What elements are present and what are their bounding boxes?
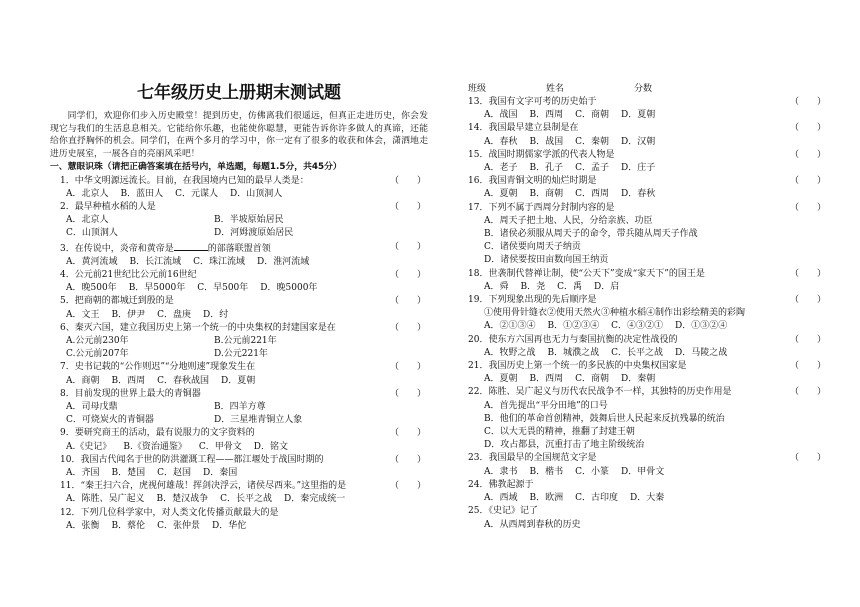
question-20: 20．使东方六国再也无力与秦国抗衡的决定性战役的 （ ） (468, 334, 827, 345)
question-11: 11．“秦王扫六合，虎视何雄哉！挥剑决浮云，诸侯尽西来。”这里指的是 （ ） (60, 481, 427, 492)
question-19: 19．下列现象出现的先后顺序是 （ ） (468, 295, 827, 306)
student-info-row (468, 82, 828, 96)
q10-options: A．齐国 B．楚国 C．赵国 D．秦国 (66, 468, 238, 479)
question-4: 4．公元前21世纪比公元前16世纪 （ ） (60, 270, 427, 280)
q1-options: A．北京人 B．蓝田人 C．元谋人 D．山顶洞人 (66, 188, 283, 199)
question-15: 15．战国时期儒家学派的代表人物是 （ ） (468, 149, 827, 160)
q17-option-a: A．周天子把土地、人民，分给亲族、功臣 (484, 215, 653, 226)
q12-options: A．张衡 B．蔡伦 C．张仲景 D．华佗 (66, 520, 247, 531)
q15-options: A．老子 B．孔子 C．孟子 D．庄子 (484, 163, 656, 174)
q8-options-cd: C．可烧炭火的青铜器 D．三星堆青铜立人象 (66, 415, 303, 426)
left-column (50, 80, 428, 533)
question-8: 8．目前发现的世界上最大的青铜器 （ ） (60, 388, 427, 399)
q6-options-ab: A.公元前230年 B.公元前221年 (66, 336, 277, 347)
question-23: 23．我国最早的全国规范文字是 （ ） (468, 453, 827, 464)
q22-option-d: D．攻占都县，沉重打击了地主阶级统治 (484, 440, 645, 451)
right-column (468, 82, 828, 532)
question-1: 1．中华文明源远流长。目前，在我国境内已知的最早人类是： （ ） (60, 175, 427, 186)
score-label: 分数 (634, 84, 653, 94)
intro-paragraph: 同学们，欢迎你们步入历史殿堂！提到历史，仿佛离我们很遥远，但真正走进历史，你会发现它与我们的生活息息相关。它能给你乐趣，也能使你聪慧，更能告诉你许多做人的真谛，还能给你直抒胸怀的机会。同学们，在两个多月的学习中，你一定有了很多的收获和体会，潇洒地走进历史展室，一展各自的亮丽风采吧！ (50, 111, 428, 159)
q25-option-a: A．从西周到春秋的历史 (484, 519, 581, 530)
class-label: 班级 (468, 84, 487, 94)
question-6: 6、秦灭六国，建立我国历史上第一个统一的中央集权的封建国家是在 （ ） (60, 322, 427, 333)
q19-items: ①使用骨针缝衣②使用天然火③种植水稻④制作出彩绘精美的彩陶 (484, 308, 746, 319)
q3-options: A．黄河流域 B．长江流域 C．珠江流域 D．淮河流域 (66, 256, 310, 267)
question-18: 18．世袭制代替禅让制，使“公天下”变成“家天下”的国王是 （ ） (468, 268, 827, 279)
page-title: 七年级历史上册期末测试题 (137, 83, 341, 103)
question-13: 13．我国有文字可考的历史始于 （ ） (468, 97, 827, 107)
q24-options: A．西域 B．欧洲 C．古印度 D．大秦 (484, 493, 665, 504)
question-14: 14．我国最早建立县制是在 （ ） (468, 123, 827, 134)
q17-option-d: D．诸侯要按田亩数向国王纳贡 (484, 255, 609, 266)
q23-options: A．隶书 B．楷书 C．小篆 D．甲骨文 (484, 466, 665, 477)
q17-option-b: B．诸侯必须服从周天子的命令，带兵随从周天子作战 (484, 229, 698, 240)
question-12: 12．下列几位科学家中，对人类文化传播贡献最大的是 (60, 507, 279, 518)
q20-options: A．牧野之战 B．城濮之战 C．长平之战 D．马陵之战 (484, 347, 728, 358)
q17-option-c: C．诸侯要向周天子纳贡 (484, 242, 581, 253)
q2-options-cd: C．山顶洞人 D．河姆渡原始居民 (66, 228, 294, 239)
fill-blank[interactable] (174, 241, 208, 251)
q2-options-ab: A．北京人 B．半坡原始居民 (66, 215, 284, 226)
q8-options-ab: A．司母戊鼎 B．四羊方尊 (66, 402, 266, 413)
question-25: 25．《史记》记了 (468, 506, 538, 517)
q11-options: A．陈胜、吴广起义 B．楚汉战争 C．长平之战 D．秦完成统一 (66, 494, 346, 505)
question-21: 21．我国历史上第一个统一的多民族的中央集权国家是 （ ） (468, 361, 827, 372)
q5-options: A．文王 B．伊尹 C．盘庚 D．纣 (66, 309, 229, 320)
question-16: 16．我国青铜文明的灿烂时期是 （ ） (468, 176, 827, 187)
question-5: 5．把商朝的都城迁到殷的是 （ ） (60, 296, 427, 307)
name-label: 姓名 (546, 84, 565, 94)
q19-options: A．②①③④ B．①②③④ C．④③②① D．①③②④ (484, 321, 728, 332)
q22-option-a: A．首先提出“平分田地”的口号 (484, 400, 608, 411)
question-2: 2．最早种植水稻的人是 （ ） (60, 201, 427, 212)
question-10: 10．我国古代闻名于世的防洪灌溉工程——都江堰处于战国时期的 （ ） (60, 454, 427, 465)
q13-options: A．战国 B．西周 C．商朝 D．夏朝 (484, 110, 656, 121)
question-22: 22．陈胜、吴广起义与历代农民战争不一样，其独特的历史作用是 （ ） (468, 387, 827, 398)
question-17: 17．下列不属于西周分封制内容的是 （ ） (468, 202, 827, 213)
question-3: 3．在传说中，炎帝和黄帝是 的部落联盟首领 （ ） (60, 241, 427, 254)
q6-options-cd: C.公元前207年 D.公元221年 (66, 349, 268, 360)
question-24: 24．佛教起源于 (468, 479, 534, 490)
q7-options: A．商朝 B．西周 C．春秋战国 D．夏朝 (66, 375, 256, 386)
q22-option-b: B．他们的革命首创精神，鼓舞后世人民起来反抗残暴的统治 (484, 413, 725, 424)
q18-options: A．舜 B．尧 C．禹 D．启 (484, 281, 620, 292)
question-7: 7．史书记载的“公作则迟”“分地则速”现象发生在 （ ） (60, 362, 427, 373)
q9-options: A.《史记》 B.《资治通鉴》 C．甲骨文 D．铭文 (66, 441, 288, 452)
section-heading: 一、慧眼识珠（请把正确答案填在括号内，单选题，每题1.5分，共45分） (50, 162, 342, 173)
q22-option-c: C．以大无畏的精神，推翻了封建王朝 (484, 427, 635, 438)
q14-options: A．春秋 B．战国 C．秦朝 D．汉朝 (484, 136, 656, 147)
q21-options: A．夏朝 B．西周 C．商朝 D．秦朝 (484, 374, 656, 385)
q4-options: A．晚500年 B．早5000年 C．早500年 D．晚5000年 (66, 283, 318, 294)
question-9: 9．要研究商王的活动，最有说服力的文字资料的 （ ） (60, 428, 427, 439)
q16-options: A．夏朝 B．商朝 C．西周 D．春秋 (484, 189, 656, 200)
